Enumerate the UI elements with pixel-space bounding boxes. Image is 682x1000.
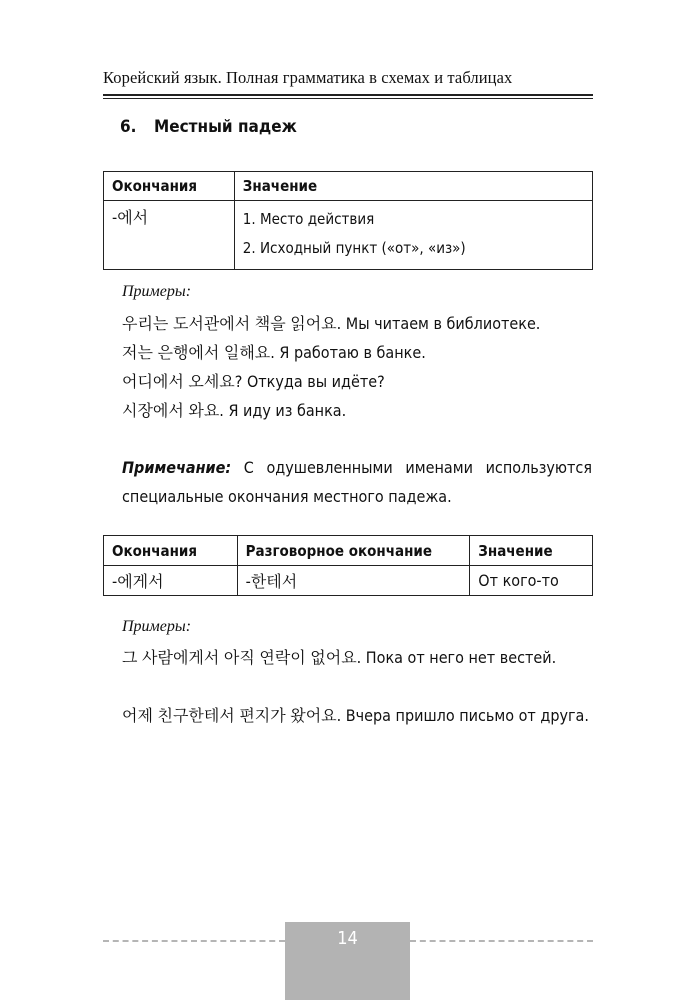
column-header-endings: Окончания	[104, 536, 238, 566]
column-header-colloquial: Разговорное окончание	[237, 536, 470, 566]
animate-endings-table	[103, 535, 593, 596]
table-header-row	[104, 172, 593, 201]
locative-endings-table	[103, 171, 593, 270]
example-line: 저는 은행에서 일해요. Я работаю в банке.	[122, 343, 426, 362]
ending-cell: -에서	[104, 201, 235, 270]
note-text: С одушевленными именами используются специальные окончания местного падежа.	[122, 458, 592, 506]
table-row	[104, 566, 593, 596]
column-header-meaning: Значение	[470, 536, 593, 566]
running-header: Корейский язык. Полная грамматика в схемах и таблицах	[103, 68, 513, 87]
footer-dash-left	[103, 940, 285, 942]
page-number: 14	[337, 928, 358, 949]
meaning-cell: От кого-то	[470, 566, 593, 596]
note-label: Примечание:	[122, 458, 232, 477]
section-title	[120, 117, 297, 137]
header-rule-thin	[103, 98, 593, 99]
header-rule-thick	[103, 94, 593, 96]
colloquial-cell: -한테서	[237, 566, 470, 596]
table-header-row	[104, 536, 593, 566]
column-header-meaning: Значение	[234, 172, 592, 201]
section-title-text: Местный падеж	[154, 117, 297, 137]
examples-label: Примеры:	[122, 283, 192, 300]
table-row	[104, 201, 593, 270]
examples-label: Примеры:	[122, 618, 192, 635]
note-paragraph	[122, 453, 592, 511]
footer-dash-right	[410, 940, 593, 942]
meaning-cell	[234, 201, 592, 270]
ending-cell: -에게서	[104, 566, 238, 596]
meaning-item: 2. Исходный пункт («от», «из»)	[242, 239, 466, 257]
column-header-endings: Окончания	[104, 172, 235, 201]
example-paragraph: 어제 친구한테서 편지가 왔어요. Вчера пришло письмо от друга.	[122, 706, 589, 725]
meaning-item: 1. Место действия	[242, 210, 375, 228]
example-line: 어디에서 오세요? Откуда вы идёте?	[122, 372, 385, 391]
example-paragraph: 그 사람에게서 아직 연락이 없어요. Пока от него нет вестей.	[122, 648, 557, 667]
section-number: 6.	[120, 117, 137, 137]
example-line: 시장에서 와요. Я иду из банка.	[122, 401, 347, 420]
example-line: 우리는 도서관에서 책을 읽어요. Мы читаем в библиотеке.	[122, 314, 541, 333]
